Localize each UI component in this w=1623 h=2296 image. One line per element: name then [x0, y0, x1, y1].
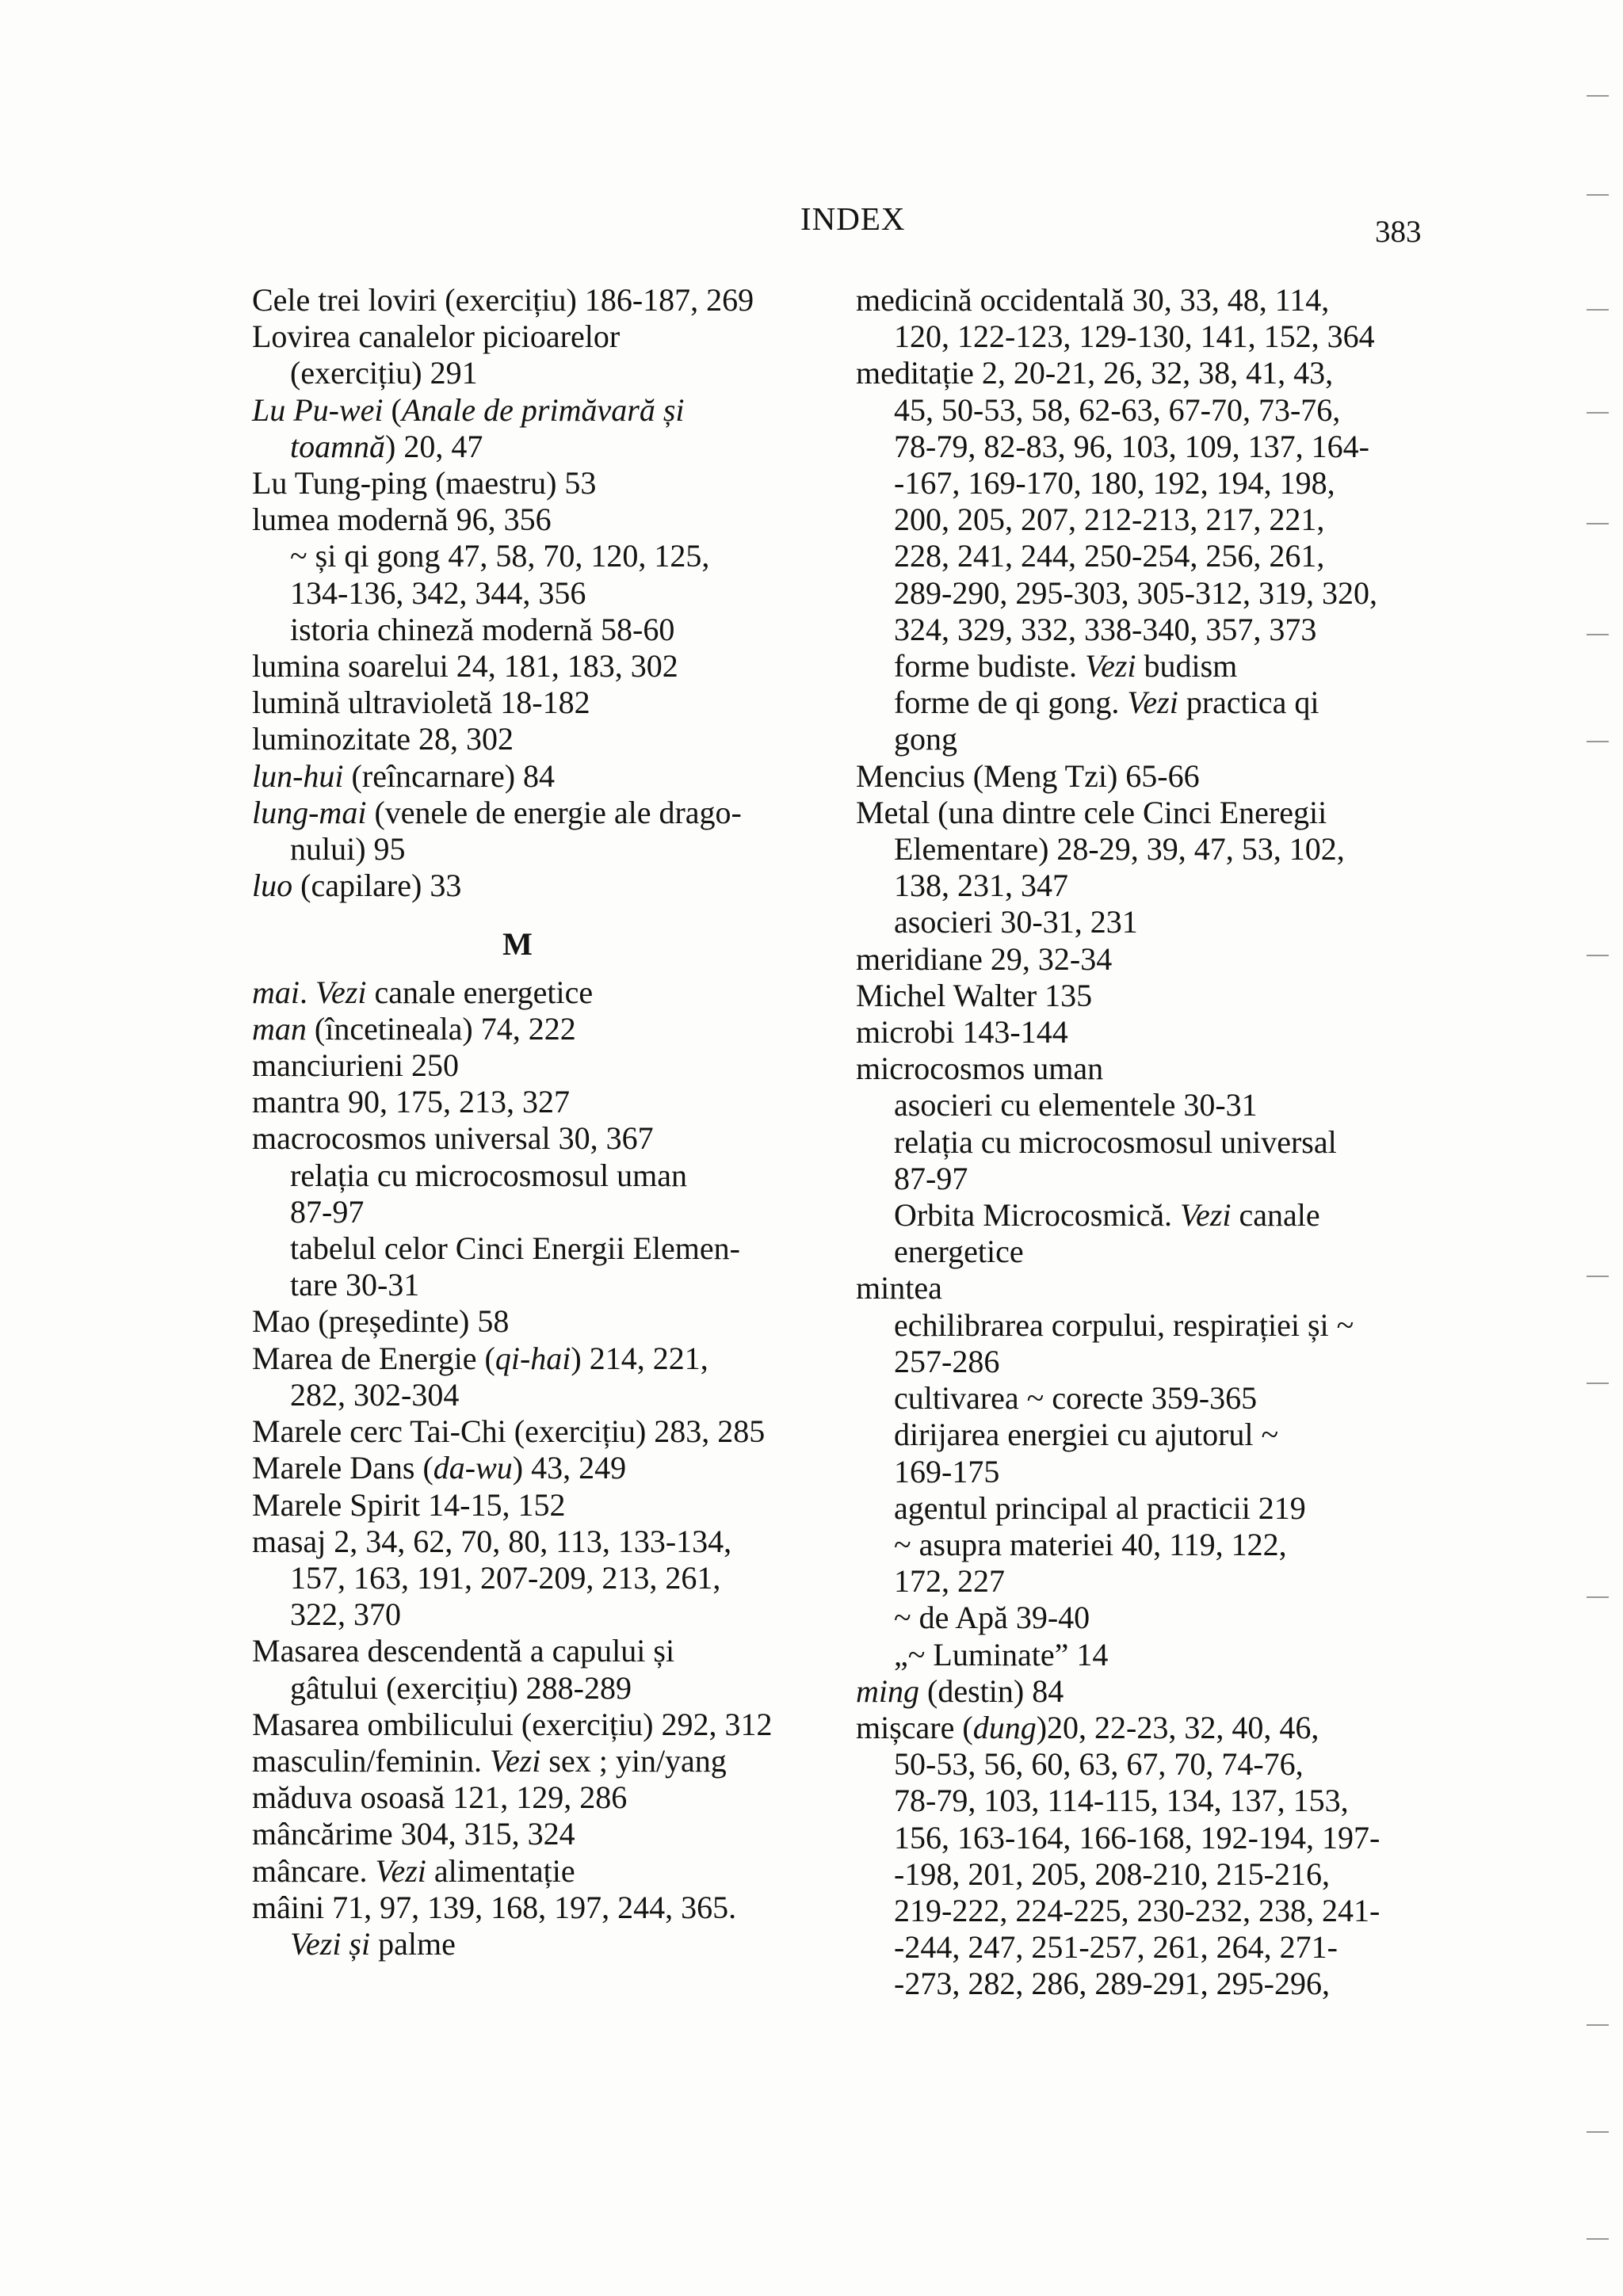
- index-entry: 78-79, 103, 114-115, 134, 137, 153,: [894, 1783, 1349, 1819]
- index-entry: microcosmos uman: [856, 1051, 1104, 1087]
- index-entry: mintea: [856, 1270, 942, 1306]
- index-entry: -167, 169-170, 180, 192, 194, 198,: [894, 465, 1335, 502]
- index-entry: dirijarea energiei cu ajutorul ~: [894, 1417, 1279, 1453]
- index-entry: masaj 2, 34, 62, 70, 80, 113, 133-134,: [252, 1523, 732, 1559]
- index-entry: tare 30-31: [290, 1267, 420, 1303]
- index-entry: ming (destin) 84: [856, 1672, 1064, 1709]
- index-entry: mâncare. Vezi alimentație: [252, 1852, 575, 1889]
- index-entry: toamnă) 20, 47: [290, 428, 483, 464]
- index-entry: macrocosmos universal 30, 367: [252, 1120, 654, 1157]
- index-entry: 200, 205, 207, 212-213, 217, 221,: [894, 502, 1325, 538]
- scan-edge-mark: [1587, 412, 1609, 414]
- index-column-left: [252, 282, 854, 1962]
- page-number: 383: [1375, 215, 1422, 249]
- index-entry: Cele trei loviri (exercițiu) 186-187, 269: [252, 282, 754, 318]
- scan-edge-mark: [1587, 309, 1609, 311]
- index-entry: Elementare) 28-29, 39, 47, 53, 102,: [894, 831, 1345, 868]
- index-entry: mâncărime 304, 315, 324: [252, 1816, 575, 1852]
- index-entry: Masarea ombilicului (exercițiu) 292, 312: [252, 1706, 773, 1742]
- index-entry: luminozitate 28, 302: [252, 721, 514, 757]
- index-entry: Lu Tung-ping (maestru) 53: [252, 465, 597, 502]
- index-column-right: [856, 282, 1458, 2003]
- index-entry: masculin/feminin. Vezi sex ; yin/yang: [252, 1742, 727, 1779]
- index-entry: (exercițiu) 291: [290, 355, 478, 391]
- index-entry: meridiane 29, 32-34: [856, 940, 1113, 977]
- index-entry: mâini 71, 97, 139, 168, 197, 244, 365.: [252, 1889, 737, 1925]
- index-entry: 324, 329, 332, 338-340, 357, 373: [894, 611, 1317, 647]
- index-entry: Lovirea canalelor picioarelor: [252, 318, 621, 355]
- scan-edge-mark: [1587, 1596, 1609, 1598]
- index-entry: gâtului (exercițiu) 288-289: [290, 1669, 632, 1706]
- index-entry: luo (capilare) 33: [252, 868, 462, 904]
- index-entry: nului) 95: [290, 831, 406, 868]
- scan-edge-mark: [1587, 955, 1609, 956]
- index-entry: lung-mai (venele de energie ale drago-: [252, 794, 742, 830]
- index-entry: Michel Walter 135: [856, 977, 1093, 1013]
- scan-edge-mark: [1587, 95, 1609, 97]
- scan-edge-mark: [1587, 2131, 1609, 2133]
- scan-edge-mark: [1587, 2024, 1609, 2026]
- index-entry: asocieri cu elementele 30-31: [894, 1087, 1258, 1123]
- index-entry: 228, 241, 244, 250-254, 256, 261,: [894, 538, 1325, 574]
- index-entry: -244, 247, 251-257, 261, 264, 271-: [894, 1929, 1338, 1966]
- index-entry: istoria chineză modernă 58-60: [290, 611, 675, 647]
- index-entry: 322, 370: [290, 1596, 401, 1633]
- index-entry: tabelul celor Cinci Energii Elemen-: [290, 1230, 740, 1267]
- index-entry: Orbita Microcosmică. Vezi canale: [894, 1197, 1320, 1234]
- index-entry: 156, 163-164, 166-168, 192-194, 197-: [894, 1819, 1381, 1855]
- index-entry: echilibrarea corpului, respirației și ~: [894, 1306, 1354, 1343]
- index-entry: gong: [894, 721, 957, 757]
- section-letter: M: [502, 926, 533, 963]
- index-entry: agentul principal al practicii 219: [894, 1489, 1306, 1526]
- index-entry: lumină ultravioletă 18-182: [252, 685, 590, 721]
- running-title: INDEX: [800, 200, 906, 237]
- index-entry: Marele Dans (da-wu) 43, 249: [252, 1450, 627, 1486]
- index-entry: energetice: [894, 1234, 1024, 1270]
- index-entry: relația cu microcosmosul universal: [894, 1123, 1337, 1160]
- index-entry: relația cu microcosmosul uman: [290, 1157, 687, 1193]
- index-entry: 78-79, 82-83, 96, 103, 109, 137, 164-: [894, 428, 1369, 464]
- index-entry: ~ și qi gong 47, 58, 70, 120, 125,: [290, 538, 710, 574]
- index-entry: lumina soarelui 24, 181, 183, 302: [252, 648, 678, 685]
- index-entry: mișcare (dung)20, 22-23, 32, 40, 46,: [856, 1709, 1319, 1745]
- index-entry: 87-97: [894, 1160, 968, 1196]
- index-entry: Lu Pu-wei (Anale de primăvară și: [252, 391, 685, 428]
- index-entry: Marele Spirit 14-15, 152: [252, 1486, 566, 1523]
- index-entry: ~ de Apă 39-40: [894, 1600, 1090, 1636]
- index-entry: Masarea descendentă a capului și: [252, 1633, 675, 1669]
- index-entry: mantra 90, 175, 213, 327: [252, 1084, 571, 1120]
- index-entry: Mencius (Meng Tzi) 65-66: [856, 757, 1200, 794]
- index-entry: ~ asupra materiei 40, 119, 122,: [894, 1526, 1287, 1562]
- index-entry: 138, 231, 347: [894, 868, 1068, 904]
- index-entry: medicină occidentală 30, 33, 48, 114,: [856, 282, 1330, 318]
- index-entry: 219-222, 224-225, 230-232, 238, 241-: [894, 1892, 1381, 1928]
- index-entry: 257-286: [894, 1343, 1000, 1379]
- index-entry: microbi 143-144: [856, 1014, 1068, 1051]
- index-entry: 172, 227: [894, 1563, 1005, 1600]
- index-entry: Vezi și palme: [290, 1925, 456, 1962]
- index-entry: Marea de Energie (qi-hai) 214, 221,: [252, 1340, 708, 1376]
- index-entry: Marele cerc Tai-Chi (exercițiu) 283, 285: [252, 1413, 766, 1450]
- index-entry: Metal (una dintre cele Cinci Eneregii: [856, 794, 1327, 830]
- scan-edge-mark: [1587, 741, 1609, 742]
- index-entry: -273, 282, 286, 289-291, 295-296,: [894, 1966, 1330, 2002]
- scan-edge-mark: [1587, 1276, 1609, 1277]
- index-entry: Mao (președinte) 58: [252, 1303, 510, 1340]
- scan-edge-mark: [1587, 523, 1609, 524]
- index-entry: meditație 2, 20-21, 26, 32, 38, 41, 43,: [856, 355, 1334, 391]
- index-entry: 134-136, 342, 344, 356: [290, 574, 586, 611]
- scan-edge-mark: [1587, 634, 1609, 635]
- index-entry: 169-175: [894, 1453, 1000, 1489]
- index-entry: „~ Luminate” 14: [894, 1636, 1109, 1672]
- index-entry: cultivarea ~ corecte 359-365: [894, 1380, 1258, 1417]
- index-entry: 50-53, 56, 60, 63, 67, 70, 74-76,: [894, 1746, 1304, 1783]
- index-entry: 120, 122-123, 129-130, 141, 152, 364: [894, 318, 1375, 355]
- index-entry: 45, 50-53, 58, 62-63, 67-70, 73-76,: [894, 391, 1341, 428]
- index-entry: lun-hui (reîncarnare) 84: [252, 757, 556, 794]
- index-entry: 87-97: [290, 1193, 365, 1230]
- index-entry: man (încetineala) 74, 222: [252, 1010, 576, 1047]
- index-entry: 289-290, 295-303, 305-312, 319, 320,: [894, 574, 1377, 611]
- index-entry: măduva osoasă 121, 129, 286: [252, 1779, 628, 1816]
- index-entry: 282, 302-304: [290, 1376, 460, 1413]
- index-entry: mai. Vezi canale energetice: [252, 974, 594, 1010]
- index-entry: manciurieni 250: [252, 1047, 460, 1084]
- scan-edge-mark: [1587, 2238, 1609, 2240]
- index-entry: forme de qi gong. Vezi practica qi: [894, 685, 1319, 721]
- index-entry: asocieri 30-31, 231: [894, 904, 1138, 940]
- index-entry: 157, 163, 191, 207-209, 213, 261,: [290, 1559, 721, 1596]
- index-entry: lumea modernă 96, 356: [252, 502, 552, 538]
- scan-edge-mark: [1587, 1383, 1609, 1384]
- index-entry: forme budiste. Vezi budism: [894, 648, 1238, 685]
- scan-edge-mark: [1587, 194, 1609, 196]
- index-entry: -198, 201, 205, 208-210, 215-216,: [894, 1855, 1330, 1892]
